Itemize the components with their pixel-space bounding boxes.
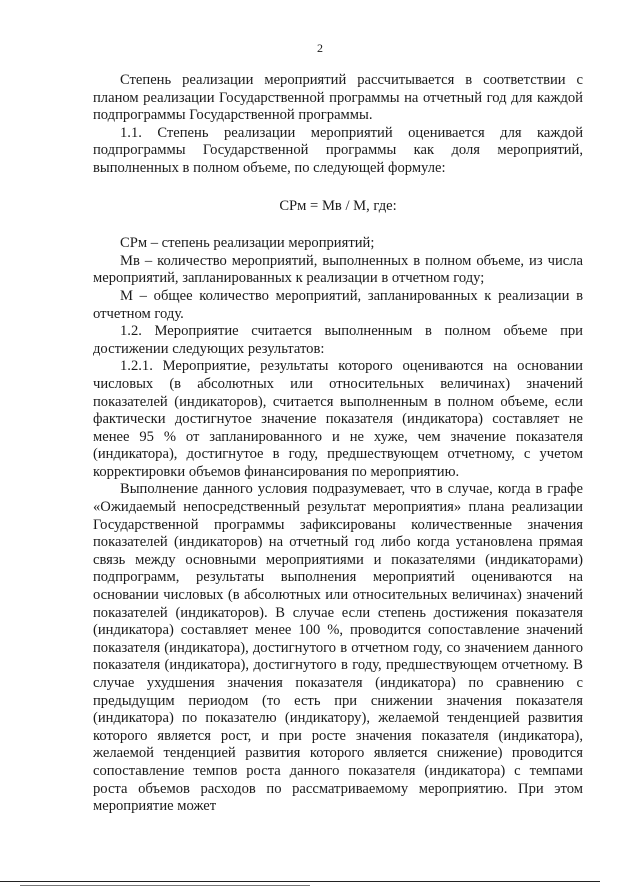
paragraph-intro: Степень реализации мероприятий рассчитывается в соответствии с планом реализации Государственной программы на отчетный год для каждой подпрограммы Государственной программы.	[93, 72, 583, 124]
definition-srm: СРм – степень реализации мероприятий;	[120, 235, 375, 252]
bottom-scan-line-secondary	[20, 885, 310, 886]
formula: СРм = Мв / М, где:	[279, 197, 397, 214]
page-number: 2	[317, 41, 323, 55]
paragraph-condition: Выполнение данного условия подразумевает, что в случае, когда в графе «Ожидаемый непосредственный результат мероприятия» плана реализации Государственной программы зафиксированы количественные значения показателей (индикаторов) на отчетный год либо когда установлена прямая связь между основными мероприятиями и показателями (индикаторами) подпрограмм, результаты выполнения мероприятий оцениваются на основании числовых (в абсолютных или относительных величинах) значений показателей (индикаторов). В случае если степень достижения показателя (индикатора) составляет менее 100 %, проводится сопоставление значений показателя (индикатора), достигнутого в отчетном году, со значением данного показателя (индикатора), достигнутого в году, предшествующем отчетному. В случае ухудшения значения показателя (индикатора) по сравнению с предыдущим периодом (то есть при снижении значения показателя (индикатора) по показателю (индикатору), желаемой тенденцией развития которого является рост, и при росте значения показателя (индикатора), желаемой тенденцией развития которого является снижение) проводится сопоставление темпов роста данного показателя (индикатора) с темпами роста объемов расходов по рассматриваемому мероприятию. При этом мероприятие может	[93, 481, 583, 815]
paragraph-1-2-1: 1.2.1. Мероприятие, результаты которого оцениваются на основании числовых (в абсолютных или относительных величинах) значений показателей (индикаторов), считается выполненным в полном объеме, если фактически достигнутое значение показателя (индикатора) составляет не менее 95 % от запланированного и не хуже, чем значение показателя (индикатора), достигнутое в году, предшествующем отчетному, с учетом корректировки объемов финансирования по мероприятию.	[93, 358, 583, 480]
paragraph-1-1: 1.1. Степень реализации мероприятий оценивается для каждой подпрограммы Государственной программы как доля мероприятий, выполненных в полном объеме, по следующей формуле:	[93, 124, 583, 176]
document-body	[93, 72, 583, 816]
bottom-scan-line	[0, 881, 600, 882]
definition-m: М – общее количество мероприятий, запланированных к реализации в отчетном году.	[93, 287, 583, 322]
paragraph-1-2: 1.2. Мероприятие считается выполненным в полном объеме при достижении следующих результатов:	[93, 323, 583, 357]
definition-mv: Мв – количество мероприятий, выполненных в полном объеме, из числа мероприятий, запланированных к реализации в отчетном году;	[93, 252, 583, 287]
